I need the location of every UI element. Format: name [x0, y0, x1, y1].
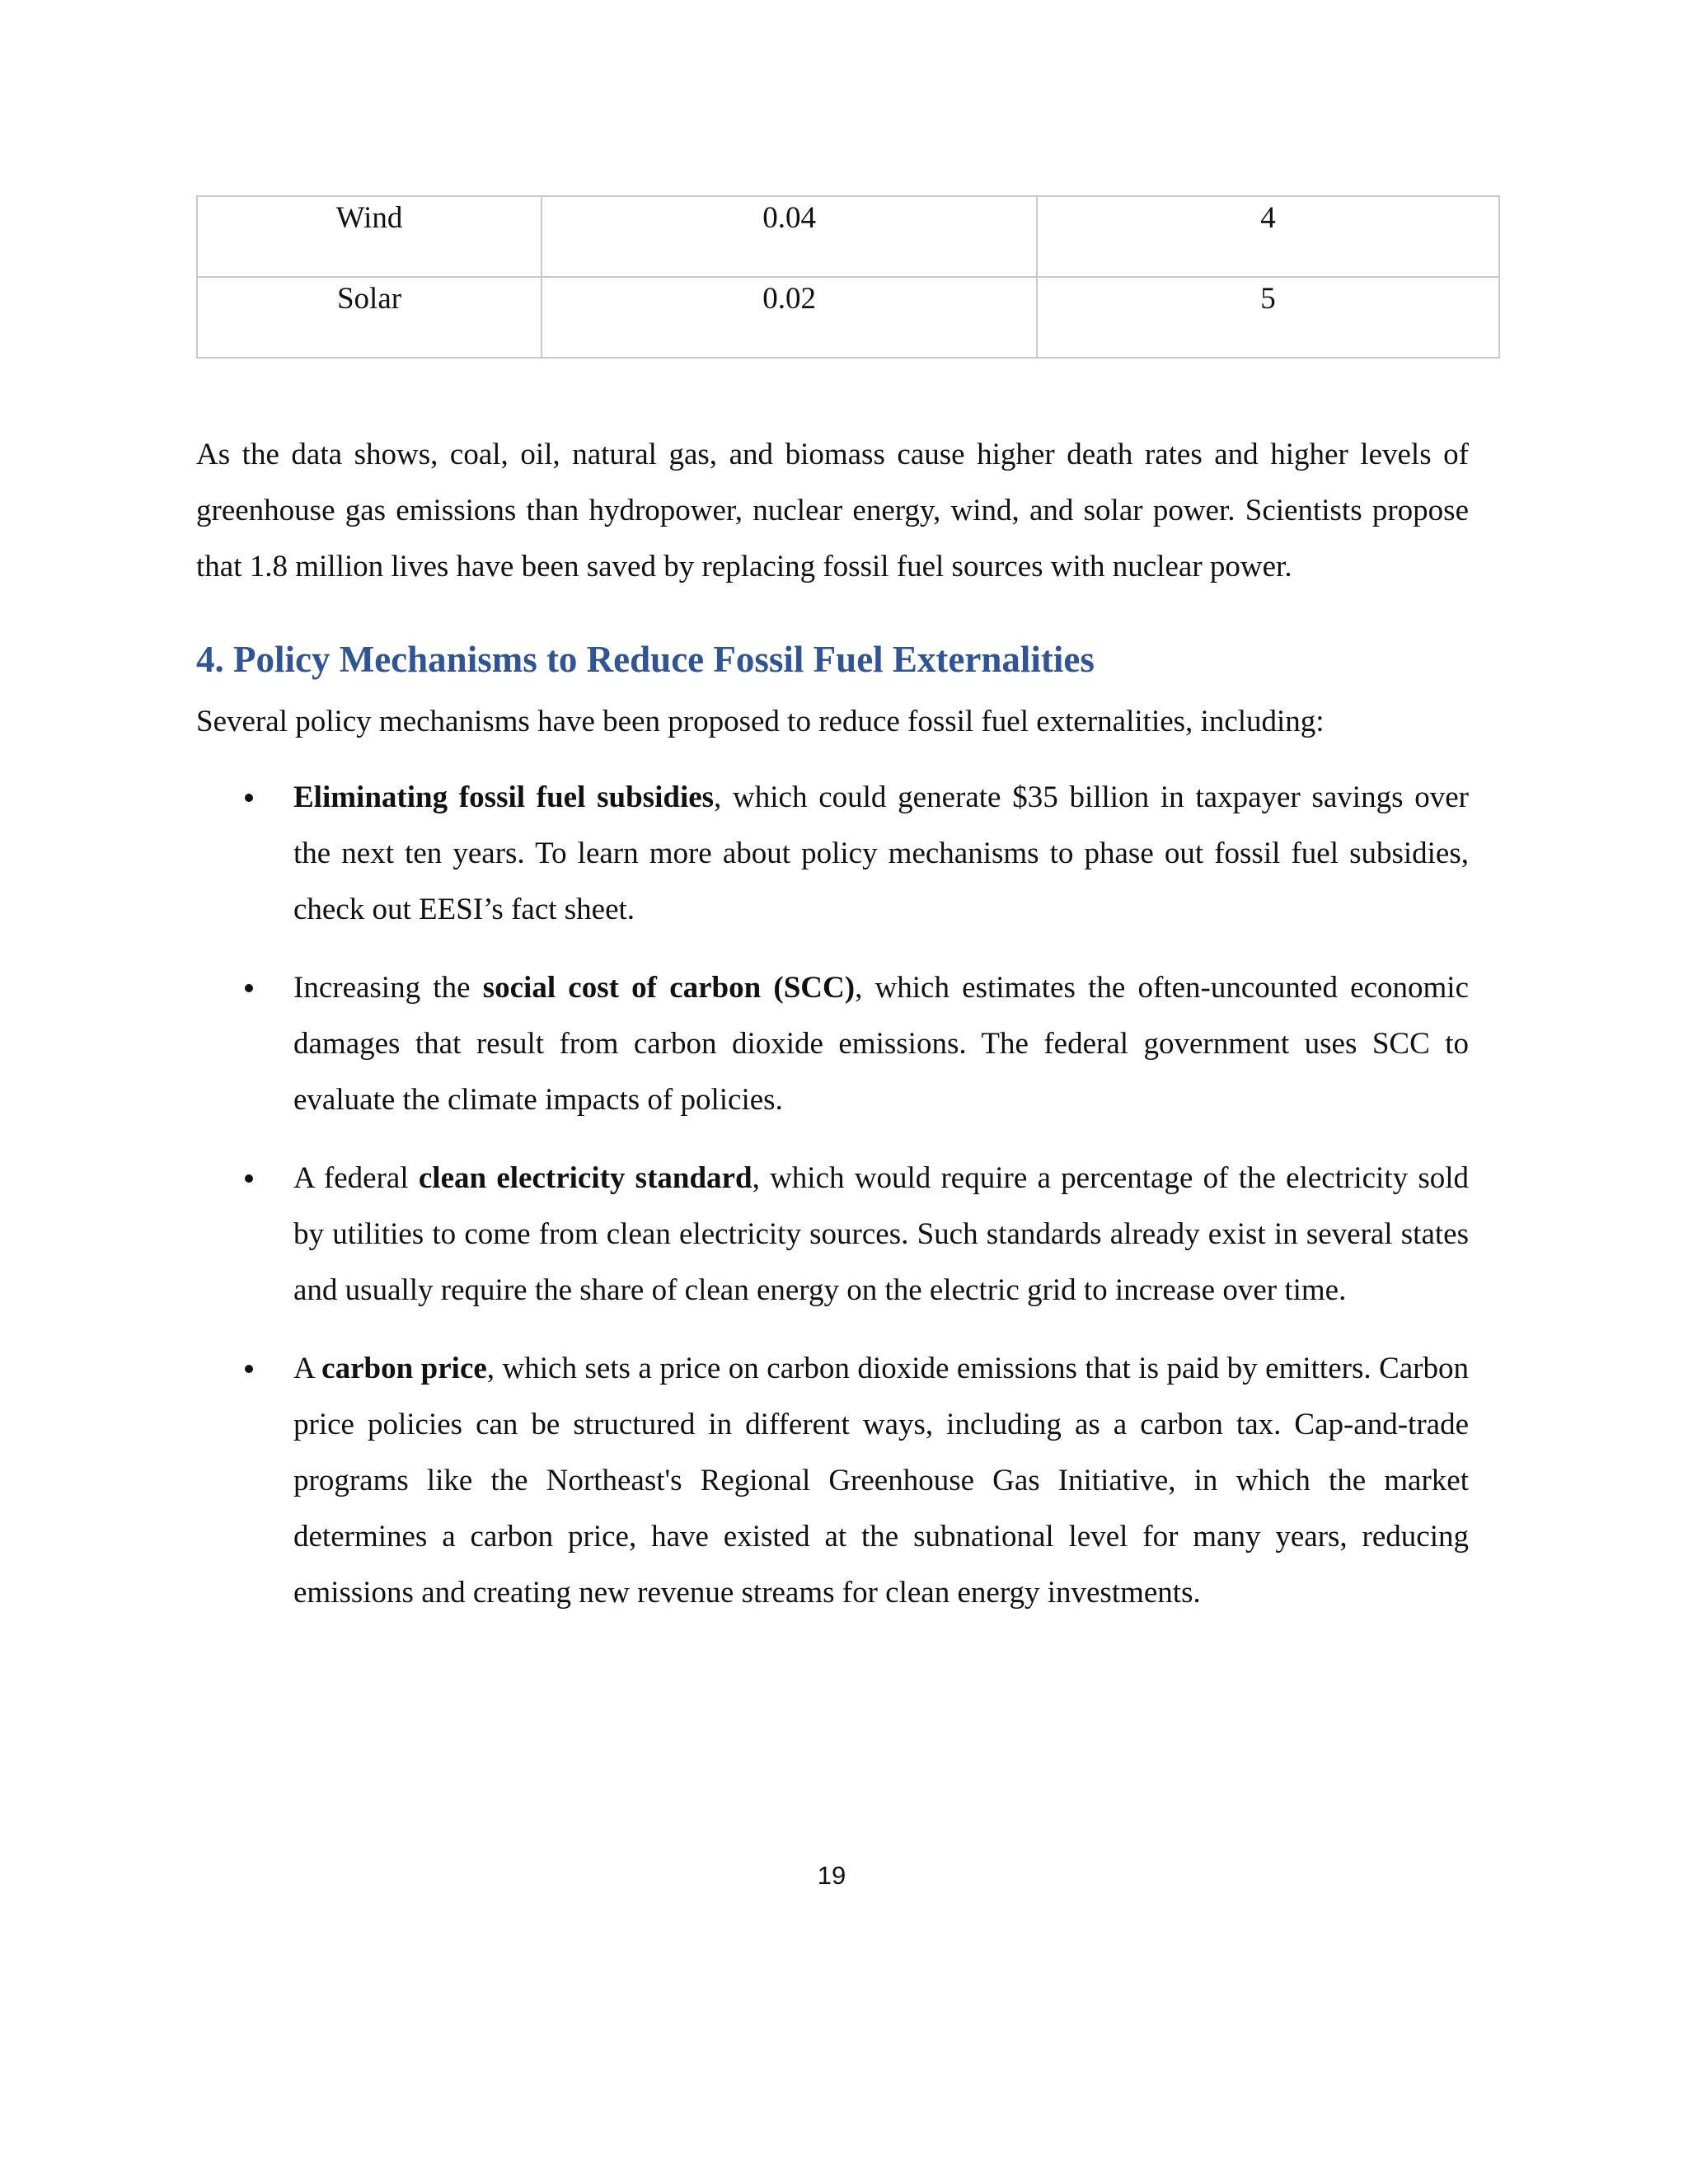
table-cell: Wind [197, 196, 542, 277]
bullet-term: social cost of carbon (SCC) [482, 971, 856, 1005]
section-lead: Several policy mechanisms have been proposed to reduce fossil fuel externalities, including: [196, 705, 1325, 738]
bullet-term: clean electricity standard [418, 1161, 753, 1195]
bullet-text: , which could generate $35 billion in taxpayer savings over the next ten years. To learn more about policy mechanisms to phase out fossil fuel subsidies, check out EESI’s fact sheet. [293, 780, 1469, 926]
bullet-text: , which would require a percentage of the electricity sold by utilities to come from clean electricity sources. Such standards already exist in several states and usually require the share of clean energy on the electric grid to increase over time. [293, 1161, 1470, 1307]
table-cell: 0.02 [542, 277, 1037, 358]
table-cell: 5 [1037, 277, 1499, 358]
bullet-icon [245, 1174, 253, 1183]
bullet-text: , which sets a price on carbon dioxide emissions that is paid by emitters. Carbon price policies can be structured in different ways, including as a carbon tax. Cap-and-trade programs like the Northeast's Regional Greenhouse Gas Initiative, in which the market determines a carbon price, have existed at the subnational level for many years, reducing emissions and creating new revenue streams for clean energy investments. [293, 1352, 1469, 1610]
table-row [197, 277, 1499, 358]
bullet-prefix: A [293, 1352, 322, 1385]
bullet-icon [245, 984, 253, 992]
bullet-icon [245, 1365, 253, 1373]
intro-paragraph: As the data shows, coal, oil, natural gas, and biomass cause higher death rates and higher levels of greenhouse gas emissions than hydropower, nuclear energy, wind, and solar power. Scientists propose that 1.8 million lives have been saved by replacing fossil fuel sources with nuclear power. [196, 438, 1469, 583]
list-item [0, 1151, 1469, 1319]
data-table [196, 195, 1500, 359]
bullet-text: , which estimates the often-uncounted economic damages that result from carbon dioxide emissions. The federal government uses SCC to evaluate the climate impacts of policies. [293, 971, 1469, 1117]
bullet-term: carbon price [321, 1352, 487, 1385]
bullet-term: Eliminating fossil fuel subsidies [293, 780, 715, 814]
list-item [0, 1341, 1469, 1621]
bullet-prefix: Increasing the [293, 971, 483, 1005]
bullet-icon [245, 794, 253, 802]
table-cell: 0.04 [542, 196, 1037, 277]
bullet-prefix: A federal [293, 1161, 419, 1195]
policy-list [0, 770, 1688, 1643]
table-row [197, 196, 1499, 277]
table-cell: 4 [1037, 196, 1499, 277]
list-item [0, 770, 1469, 938]
list-item [0, 960, 1469, 1128]
table-cell: Solar [197, 277, 542, 358]
section-heading: 4. Policy Mechanisms to Reduce Fossil Fuel Externalities [196, 639, 1095, 680]
page-number: 19 [817, 1861, 846, 1890]
